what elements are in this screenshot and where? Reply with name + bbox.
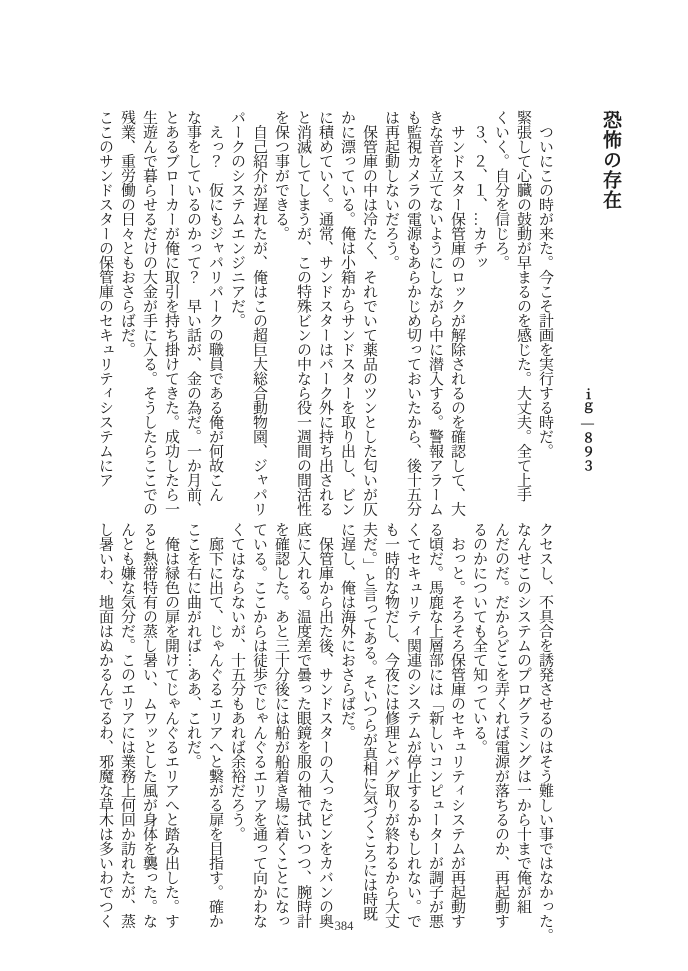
text-column: ここを右に曲がれば…ああ、これだ。 <box>185 522 201 769</box>
text-column: 生遊んで暮らせるだけの大金が手に入る。そうしたらここでの <box>141 110 157 516</box>
text-column: んだのだ。だからどこを弄くれば電源が落ちるのか、再起動す <box>493 522 509 928</box>
text-column: とあるブローカーが俺に取引を持ち掛けてきた。成功したら一 <box>163 110 179 516</box>
page-number: 384 <box>334 919 354 933</box>
text-column: ると熱帯特有の蒸し暑い、ムワッとした風が身体を襲った。な <box>141 522 157 928</box>
text-column: 底に入れる。温度差で曇った眼鏡を服の袖で拭いつつ、腕時計 <box>295 522 311 928</box>
text-column: おっと。そろそろ保管庫のセキュリティシステムが再起動す <box>449 522 465 928</box>
top-text-block <box>94 110 556 516</box>
text-column: 緊張して心臓の鼓動が早まるのを感じた。大丈夫。全て上手 <box>515 110 531 502</box>
text-column: 廊下に出て、じゃんぐるエリアへと繋がる扉を目指す。確か <box>207 522 223 928</box>
text-column: 夫だ。」と言ってある。そいつらが真相に気づくころには時既 <box>361 522 377 921</box>
text-column: くてセキュリティ関連のシステムが停止するかもしれない。で <box>405 522 421 928</box>
text-column: えっ？ 仮にもジャパリパークの職員である俺が何故こん <box>207 110 223 502</box>
text-column: 保管庫から出た後、サンドスターの入ったビンをカバンの奥 <box>317 522 333 928</box>
text-column: も一時的な物だし、今夜には修理とバグ取りが終わるから大丈 <box>383 522 399 928</box>
text-column: も監視カメラの電源もあらかじめ切っておいたから、後十五分 <box>405 110 421 516</box>
text-column: ３、２、１、…カチッ <box>471 110 487 270</box>
text-column: 残業、重労働の日々ともおさらばだ。 <box>119 110 135 357</box>
text-column: パークのシステムエンジニアだ。 <box>229 110 245 328</box>
text-column: ここのサンドスターの保管庫のセキュリティシステムにア <box>97 110 113 487</box>
text-column: くいく。自分を信じろ。 <box>493 110 509 270</box>
text-column: くてはならないが、十五分もあれば余裕だろう。 <box>229 522 245 841</box>
text-column: に遅し、俺は海外におさらばだ。 <box>339 522 355 740</box>
text-column: し暑いわ、地面はぬかるんでるわ、邪魔な草木は多いわでつく <box>97 522 113 928</box>
text-column: は再起動しないだろう。 <box>383 110 399 270</box>
text-column: かに漂っている。俺は小箱からサンドスターを取り出し、ビン <box>339 110 355 516</box>
text-column: きな音を立てないようにしながら中に潜入する。警報アラーム <box>427 110 443 516</box>
text-column: な事をしているのかって？ 早い話が、金の為だ。一か月前、 <box>185 110 201 516</box>
text-column: と消滅してしまうが、この特殊ビンの中なら役一週間の間活性 <box>295 110 311 516</box>
text-column: に積めていく。通常、サンドスターはパーク外に持ち出される <box>317 110 333 516</box>
text-column: 自己紹介が遅れたが、俺はこの超巨大総合動物園、ジャパリ <box>251 110 267 516</box>
text-column: んとも嫌な気分だ。このエリアには業務上何回か訪れたが、蒸 <box>119 522 135 928</box>
text-column: を確認した。あと三十分後には船が船着き場に着くことになっ <box>273 522 289 928</box>
author-name: ｉｇ―８９３ <box>580 387 595 473</box>
text-column: サンドスター保管庫のロックが解除されるのを確認して、大 <box>449 110 465 516</box>
text-column: ついにこの時が来た。今こそ計画を実行する時だ。 <box>537 110 553 458</box>
text-column: るのかについても全て知っている。 <box>471 522 487 754</box>
text-column: クセスし、不具合を誘発させるのはそう難しい事ではなかった。 <box>537 522 553 943</box>
text-column: ている。ここからは徒歩でじゃんぐるエリアを通って向かわな <box>251 522 267 928</box>
text-column: を保つ事ができる。 <box>273 110 289 241</box>
page-title: 恐怖の存在 <box>600 110 621 210</box>
text-column: 保管庫の中は冷たく、それでいて薬品のツンとした匂いが仄 <box>361 110 377 516</box>
text-column: なんせこのシステムのプログラミングは一から十まで俺が組 <box>515 522 531 914</box>
text-column: 俺は緑色の扉を開けてじゃんぐるエリアへと踏み出した。す <box>163 522 179 928</box>
text-column: る頃だ。馬鹿な上層部には「新しいコンピューターが調子が悪 <box>427 522 443 928</box>
